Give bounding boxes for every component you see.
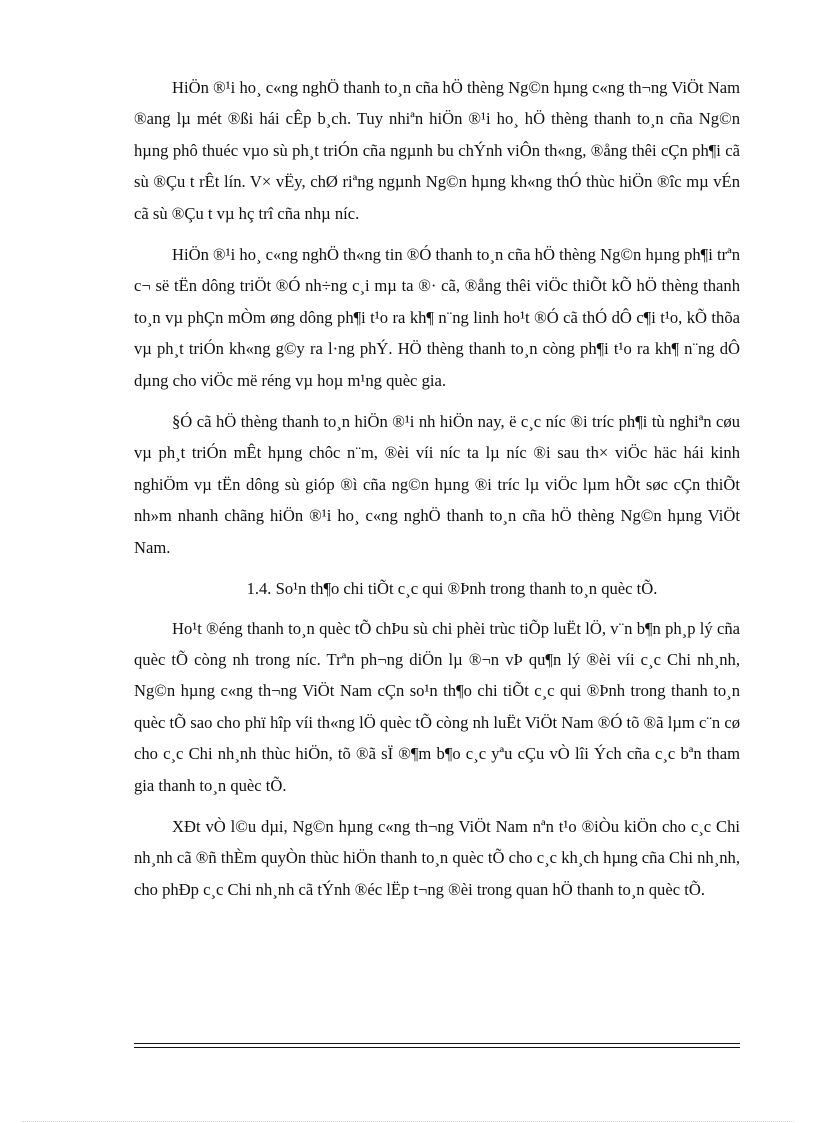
document-body — [134, 72, 740, 915]
paragraph-5: XÐt vÒ l©u dµi, Ng©n hµng c«ng th¬ng ViÖt Nam nªn t¹o ®iÒu kiÖn cho c¸c Chi nh¸nh cã ®ñ thÈm quyÒn thùc hiÖn thanh to¸n quèc tÕ cho c¸c kh¸ch hµng cña Chi nh¸nh, cho phÐp c¸c Chi nh¸nh cã tÝnh ®éc lËp t¬ng ®èi trong quan hÖ thanh to¸n quèc tÕ. — [134, 816, 740, 899]
page-edge-dotted-line — [22, 1121, 794, 1122]
footer-rule-thick — [134, 1043, 740, 1044]
paragraph-1: HiÖn ®¹i ho¸ c«ng nghÖ thanh to¸n cña hÖ thèng Ng©n hµng c«ng th¬ng ViÖt Nam ®ang lµ mét ®ßi hái cÊp b¸ch. Tuy nhiªn hiÖn ®¹i ho¸ hÖ thèng thanh to¸n cña Ng©n hµng phô thuéc vµo sù ph¸t triÓn cña ngµnh bu chÝnh viÔn th«ng, ®ång thêi cÇn ph¶i cã sù ®Çu t rÊt lín. V× vËy, chØ riªng ngµnh Ng©n hµng kh«ng thÓ thùc hiÖn ®îc mµ vÉn cã sù ®Çu t vµ hç trî cña nhµ níc. — [134, 78, 740, 223]
paragraph-2: HiÖn ®¹i ho¸ c«ng nghÖ th«ng tin ®Ó thanh to¸n cña hÖ thèng Ng©n hµng ph¶i trªn c¬ së tËn dông triÖt ®Ó nh÷ng c¸i mµ ta ®· cã, ®ång thêi viÖc thiÕt kÕ hÖ thèng thanh to¸n vµ phÇn mÒm øng dông ph¶i t¹o ra kh¶ n¨ng linh ho¹t ®Ó cã thÓ dÔ c¶i t¹o, kÕ thõa vµ ph¸t triÓn kh«ng g©y ra l·ng phÝ. HÖ thèng thanh to¸n còng ph¶i t¹o ra kh¶ n¨ng dÔ dµng cho viÖc më réng vµ hoµ m¹ng quèc gia. — [134, 245, 740, 390]
paragraph-3: §Ó cã hÖ thèng thanh to¸n hiÖn ®¹i nh hiÖn nay, ë c¸c níc ®i tríc ph¶i tù nghiªn cøu vµ ph¸t triÓn mÊt hµng chôc n¨m, ®èi víi níc ta lµ níc ®i sau th× viÖc häc hái kinh nghiÖm vµ tËn dông sù gióp ®ì cña ng©n hµng ®i tríc lµ viÖc lµm hÕt søc cÇn thiÕt nh»m nhanh chãng hiÖn ®¹i ho¸ c«ng nghÖ thanh to¸n cña hÖ thèng Ng©n hµng ViÖt Nam. — [134, 412, 740, 557]
section-heading: 1.4. So¹n th¶o chi tiÕt c¸c qui ®Þnh trong thanh to¸n quèc tÕ. — [246, 579, 658, 599]
paragraph-4: Ho¹t ®éng thanh to¸n quèc tÕ chÞu sù chi phèi trùc tiÕp luËt lÖ, v¨n b¶n ph¸p lý cña quèc tÕ còng nh trong níc. Trªn ph¬ng diÖn lµ ®¬n vÞ qu¶n lý ®èi víi c¸c Chi nh¸nh, Ng©n hµng c«ng th¬ng ViÖt Nam cÇn so¹n th¶o chi tiÕt c¸c qui ®Þnh trong thanh to¸n quèc tÕ sao cho phï hîp víi th«ng lÖ quèc tÕ còng nh luËt ViÖt Nam ®Ó tõ ®ã lµm c¨n cø cho c¸c Chi nh¸nh thùc hiÖn, tõ ®ã sÏ ®¶m b¶o c¸c yªu cÇu vÒ lîi Ých cña c¸c bªn tham gia thanh to¸n quèc tÕ. — [134, 618, 740, 795]
footer-rule-thin — [134, 1047, 740, 1048]
